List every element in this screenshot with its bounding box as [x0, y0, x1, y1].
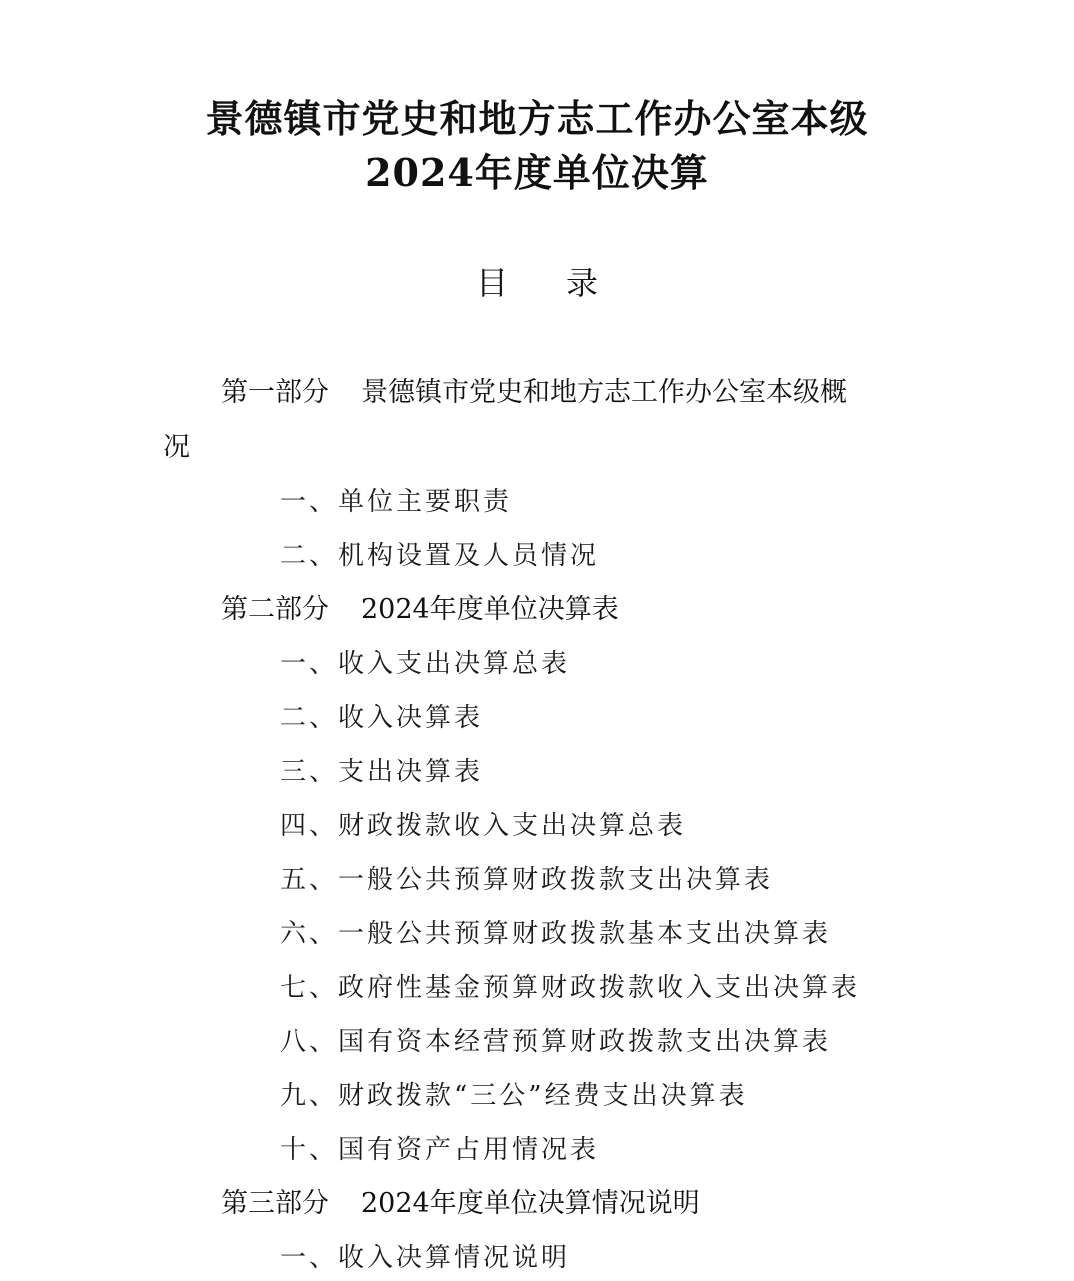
toc-item: 五、一般公共预算财政拨款支出决算表 [280, 865, 774, 895]
toc-part-1-title-wrap: 况 [163, 432, 190, 463]
toc-item: 四、财政拨款收入支出决算总表 [280, 811, 687, 841]
toc-part-2-title: 2024年度单位决算表 [361, 594, 619, 625]
toc-heading-char-2: 录 [566, 264, 599, 302]
toc-part-1 [221, 376, 847, 410]
toc-item: 十、国有资产占用情况表 [280, 1135, 600, 1165]
toc-part-2-label: 第二部分 [221, 594, 329, 625]
toc-heading-char-1: 目 [475, 264, 508, 302]
toc-item: 八、国有资本经营预算财政拨款支出决算表 [280, 1027, 832, 1057]
toc-item: 二、机构设置及人员情况 [280, 541, 600, 571]
toc-item: 二、收入决算表 [280, 703, 484, 733]
toc-item: 六、一般公共预算财政拨款基本支出决算表 [280, 919, 832, 949]
toc-part-3-label: 第三部分 [221, 1188, 329, 1219]
document-title-line-2: 2024年度单位决算 [365, 150, 709, 195]
document-title-line-1: 景德镇市党史和地方志工作办公室本级 [205, 96, 869, 141]
toc-heading [0, 262, 1074, 304]
toc-part-2 [221, 593, 619, 627]
toc-item: 七、政府性基金预算财政拨款收入支出决算表 [280, 973, 861, 1003]
toc-item: 一、单位主要职责 [280, 487, 513, 517]
toc-part-3 [221, 1187, 700, 1221]
toc-part-1-title: 景德镇市党史和地方志工作办公室本级概 [361, 377, 847, 408]
toc-item: 一、收入支出决算总表 [280, 649, 571, 679]
toc-part-3-title: 2024年度单位决算情况说明 [361, 1188, 700, 1219]
toc-item: 九、财政拨款“三公”经费支出决算表 [280, 1081, 748, 1111]
toc-part-1-label: 第一部分 [221, 377, 329, 408]
toc-item: 三、支出决算表 [280, 757, 484, 787]
toc-item: 一、收入决算情况说明 [280, 1243, 571, 1273]
